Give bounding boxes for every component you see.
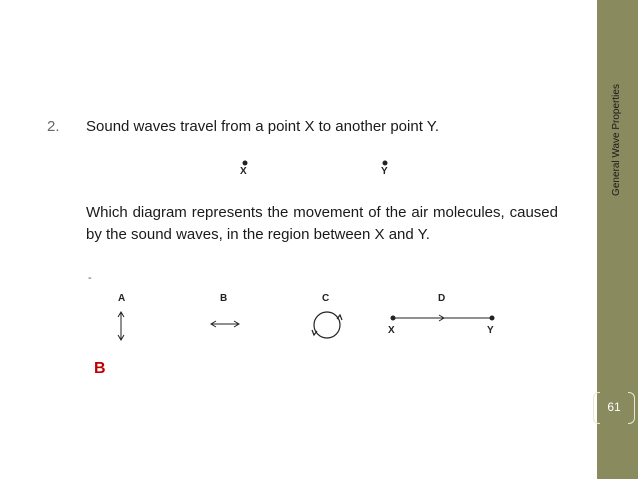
question-text: Sound waves travel from a point X to another point Y. xyxy=(86,118,439,135)
option-d-label: D xyxy=(438,293,446,304)
point-x-label: X xyxy=(240,166,247,177)
option-d-x-dot xyxy=(391,316,396,321)
option-a-vertical-arrow xyxy=(118,312,124,340)
answer-text: B xyxy=(94,360,106,377)
sidebar-title: General Wave Properties xyxy=(611,84,622,196)
question-number: 2. xyxy=(47,118,60,135)
option-c-circular-arrow xyxy=(312,312,342,338)
page-number: 61 xyxy=(607,400,621,414)
option-b-horizontal-arrow xyxy=(211,321,239,327)
option-d-x-label: X xyxy=(388,325,395,336)
option-a-label: A xyxy=(118,293,126,304)
point-y-label: Y xyxy=(381,166,388,177)
option-d-line-arrow xyxy=(393,315,492,321)
option-c-label: C xyxy=(322,293,330,304)
question-prompt: Which diagram represents the movement of the air molecules, caused by the sound waves, in the region between X and Y. xyxy=(86,204,558,243)
option-d-y-label: Y xyxy=(487,325,494,336)
separator-dash: - xyxy=(88,272,92,284)
option-b-label: B xyxy=(220,293,228,304)
option-d-y-dot xyxy=(490,316,495,321)
